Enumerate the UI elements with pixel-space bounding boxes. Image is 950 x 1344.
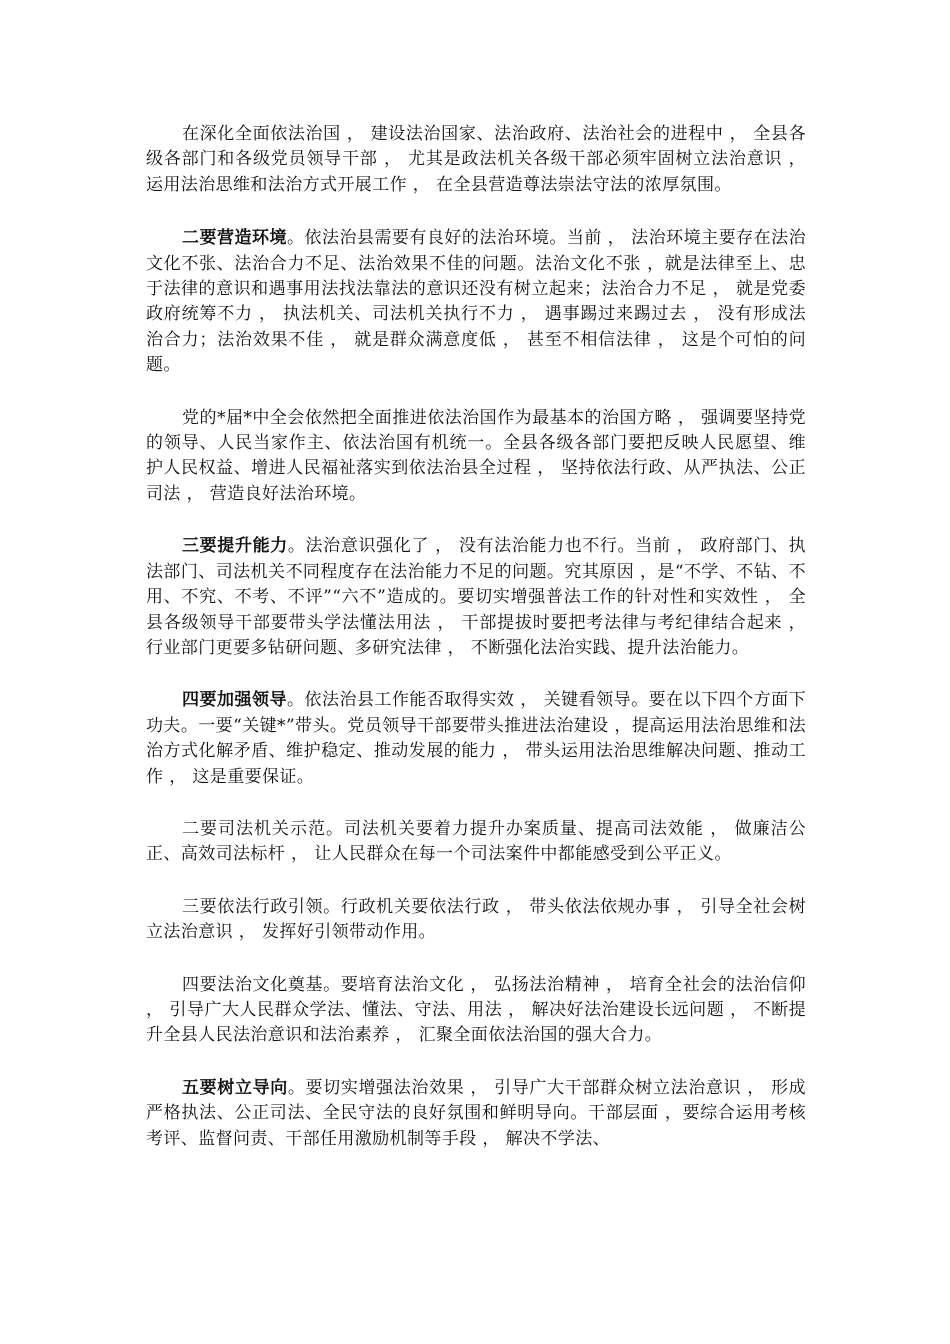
paragraph-text: 。依法治县需要有良好的法治环境。当前 ， 法治环境主要存在法治文化不张、法治合力不足、法治效果不佳的问题。法治文化不张 ，就是法律至上、忠于法律的意识和遇事用法找法靠法的意识还没有树立起来；法治合力不足 ， 就是党委政府统筹不力 ， 执法机关、司法机关执行不力 ， 遇事踢过来踢过去 ， 没有形成法治合力；法治效果不佳 ， 就是群众满意度低 ， 甚至不相信法律 ， 这是个可怕的问题。 <box>146 228 806 376</box>
paragraph-lead: 二要营造环境 <box>182 228 287 249</box>
paragraph-lead: 三要提升能力 <box>182 536 288 557</box>
paragraph-culture <box>146 973 806 1049</box>
paragraph-text: 党的*届*中全会依然把全面推进依法治国作为最基本的治国方略 ， 强调要坚持党的领导、人民当家作主、依法治国有机统一。全县各级各部门要把反映人民愿望、维护人民权益、增进人民福祉落实到依法治县全过程 ， 坚持依法行政、从严执法、公正司法 ， 营造良好法治环境。 <box>146 407 806 504</box>
paragraph-text: 。依法治县工作能否取得实效 ， 关键看领导。要在以下四个方面下功夫。一要“关键*”带头。党员领导干部要带头推进法治建设 ，提高运用法治思维和法治方式化解矛盾、维护稳定、推动发展的能力 ， 带头运用法治思维解决问题、推动工作 ， 这是重要保证。 <box>146 690 806 787</box>
paragraph-text: 在深化全面依法治国 ， 建设法治国家、法治政府、法治社会的进程中 ， 全县各级各部门和各级党员领导干部 ， 尤其是政法机关各级干部必须牢固树立法治意识 ， 运用法治思维和法治方式开展工作 ， 在全县营造尊法崇法守法的浓厚氛围。 <box>146 124 806 195</box>
paragraph-administration <box>146 895 806 946</box>
paragraph-plenary <box>146 406 806 508</box>
paragraph-environment <box>146 226 806 378</box>
paragraph-intro <box>146 122 806 198</box>
paragraph-text: 四要法治文化奠基。要培育法治文化 ， 弘扬法治精神 ， 培育全社会的法治信仰 ， 引导广大人民群众学法、懂法、守法、用法 ， 解决好法治建设长远问题 ， 不断提升全县人民法治意识和法治素养 ， 汇聚全面依法治国的强大合力。 <box>146 974 806 1046</box>
paragraph-text: 二要司法机关示范。司法机关要着力提升办案质量、提高司法效能 ， 做廉洁公正、高效司法标杆 ， 让人民群众在每一个司法案件中都能感受到公平正义。 <box>146 818 806 865</box>
paragraph-orientation <box>146 1076 806 1152</box>
paragraph-lead: 五要树立导向 <box>182 1077 288 1098</box>
document-body <box>146 122 806 1179</box>
paragraph-leadership <box>146 688 806 790</box>
paragraph-text: 。法治意识强化了 ， 没有法治能力也不行。当前 ， 政府部门、执法部门、司法机关不同程度存在法治能力不足的问题。究其原因 ，是“不学、不钻、不用、不究、不考、不评”“六不”造成的。要切实增强普法工作的针对性和实效性 ， 全县各级领导干部要带头学法懂法用法 ， 干部提拔时要把考法律与考纪律结合起来 ， 行业部门更要多钻研问题、多研究法律 ， 不断强化法治实践、提升法治能力。 <box>146 536 806 658</box>
paragraph-capability <box>146 534 806 661</box>
paragraph-text: 三要依法行政引领。行政机关要依法行政 ， 带头依法依规办事 ， 引导全社会树立法治意识 ， 发挥好引领带动作用。 <box>146 896 806 943</box>
paragraph-lead: 四要加强领导 <box>182 690 287 711</box>
paragraph-text: 。要切实增强法治效果 ， 引导广大干部群众树立法治意识 ， 形成严格执法、公正司法、全民守法的良好氛围和鲜明导向。干部层面 ，要综合运用考核考评、监督问责、干部任用激励机制等手段 ， 解决不学法、 <box>146 1077 806 1149</box>
paragraph-judicial <box>146 817 806 868</box>
